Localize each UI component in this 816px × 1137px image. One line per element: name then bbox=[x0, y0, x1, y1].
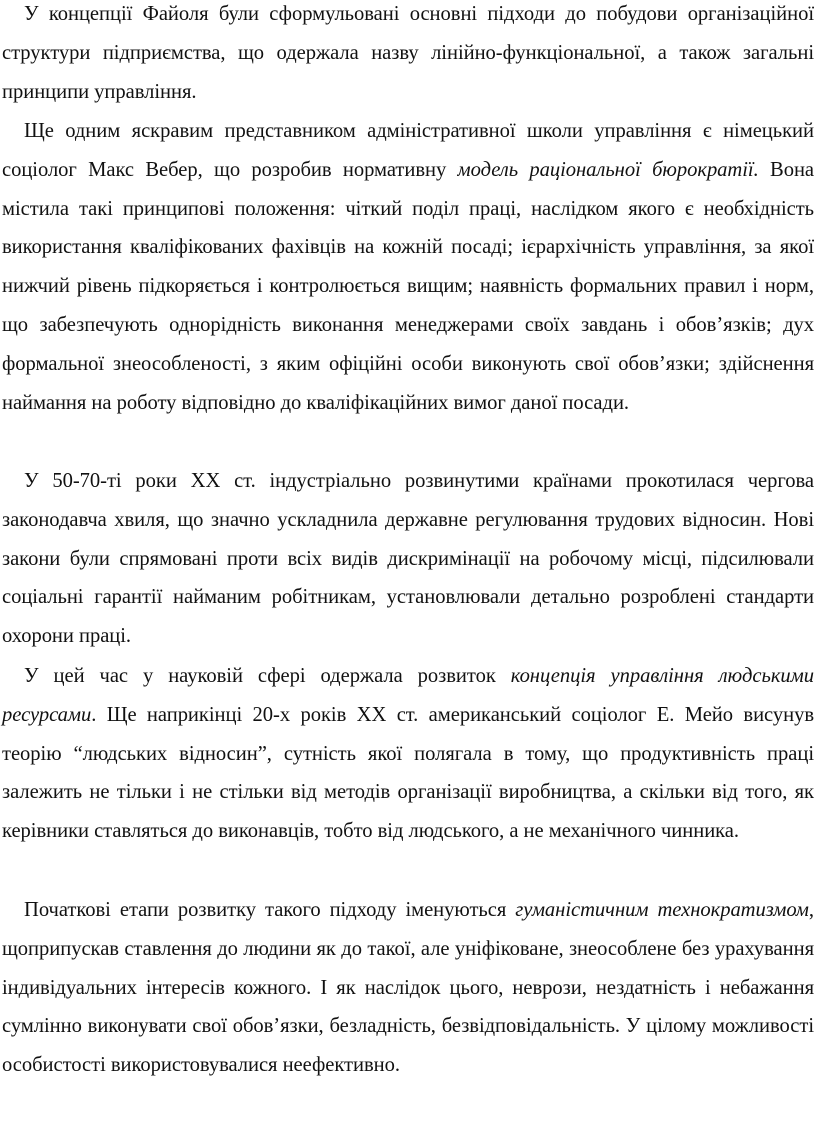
paragraph-weber-bureaucracy bbox=[2, 112, 814, 422]
italic-term: концепція управління людськими ресурсами bbox=[2, 665, 814, 726]
paragraph-human-resources bbox=[2, 657, 814, 851]
text-segment: У 50-70-ті роки ХХ ст. індустріально розвинутими країнами прокотилася чергова законодавча хвиля, що значно ускладнила державне регулювання трудових відносин. Нові закони були спрямовані проти всіх видів дискримінації на робочому місці, підсилювали соціальні гарантії найманим робітникам, установлювали детально розроблені стандарти охорони праці. bbox=[2, 470, 814, 648]
text-segment: , щоприпускав ставлення до людини як до такої, але уніфіковане, знеособлене без урахування індивідуальних інтересів кожного. І як наслідок цього, неврози, нездатність і небажання сумлінно виконувати свої обов’язки, безладність, безвідповідальність. У цілому можливості особистості використовувалися неефективно. bbox=[2, 899, 814, 1077]
italic-term: модель раціональної бюрократії. bbox=[457, 158, 759, 181]
paragraph-legislative-wave bbox=[2, 462, 814, 656]
italic-term: гуманістичним технократизмом bbox=[515, 899, 809, 921]
text-segment: У концепції Файоля були сформульовані основні підходи до побудови організаційної структури підприємства, що одержала назву лінійно-функціональної, а також загальні принципи управління. bbox=[2, 3, 814, 103]
text-segment: . Ще наприкінці 20-х років ХХ ст. американський соціолог Е. Мейо висунув теорію “людських відносин”, сутність якої полягала в тому, що продуктивність праці залежить не тільки і не стільки від методів організації виробництва, а скільки від того, як керівники ставляться до виконавців, тобто від людського, а не механічного чинника. bbox=[2, 703, 814, 843]
paragraph-humanistic-technocratism bbox=[2, 891, 814, 1085]
text-segment: Вона містила такі принципові положення: чіткий поділ праці, наслідком якого є необхідність використання кваліфікованих фахівців на кожній посаді; ієрархічність управління, за якої нижчий рівень підкоряється і контролюється вищим; наявність формальних правил і норм, що забезпечують однорідність виконання менеджерами своїх завдань і обов’язків; дух формальної знеособленості, з яким офіційні особи виконують свої обов’язки; здійснення наймання на роботу відповідно до кваліфікаційних вимог даної посади. bbox=[2, 158, 815, 414]
text-segment: У цей час у науковій сфері одержала розвиток bbox=[24, 665, 511, 687]
text-segment: Початкові етапи розвитку такого підходу іменуються bbox=[24, 899, 516, 921]
text-segment: Ще одним яскравим представником адміністративної школи управління є німецький соціолог Макс Вебер, що розробив нормативну bbox=[2, 120, 814, 181]
paragraph-fayol-concept bbox=[2, 0, 814, 111]
